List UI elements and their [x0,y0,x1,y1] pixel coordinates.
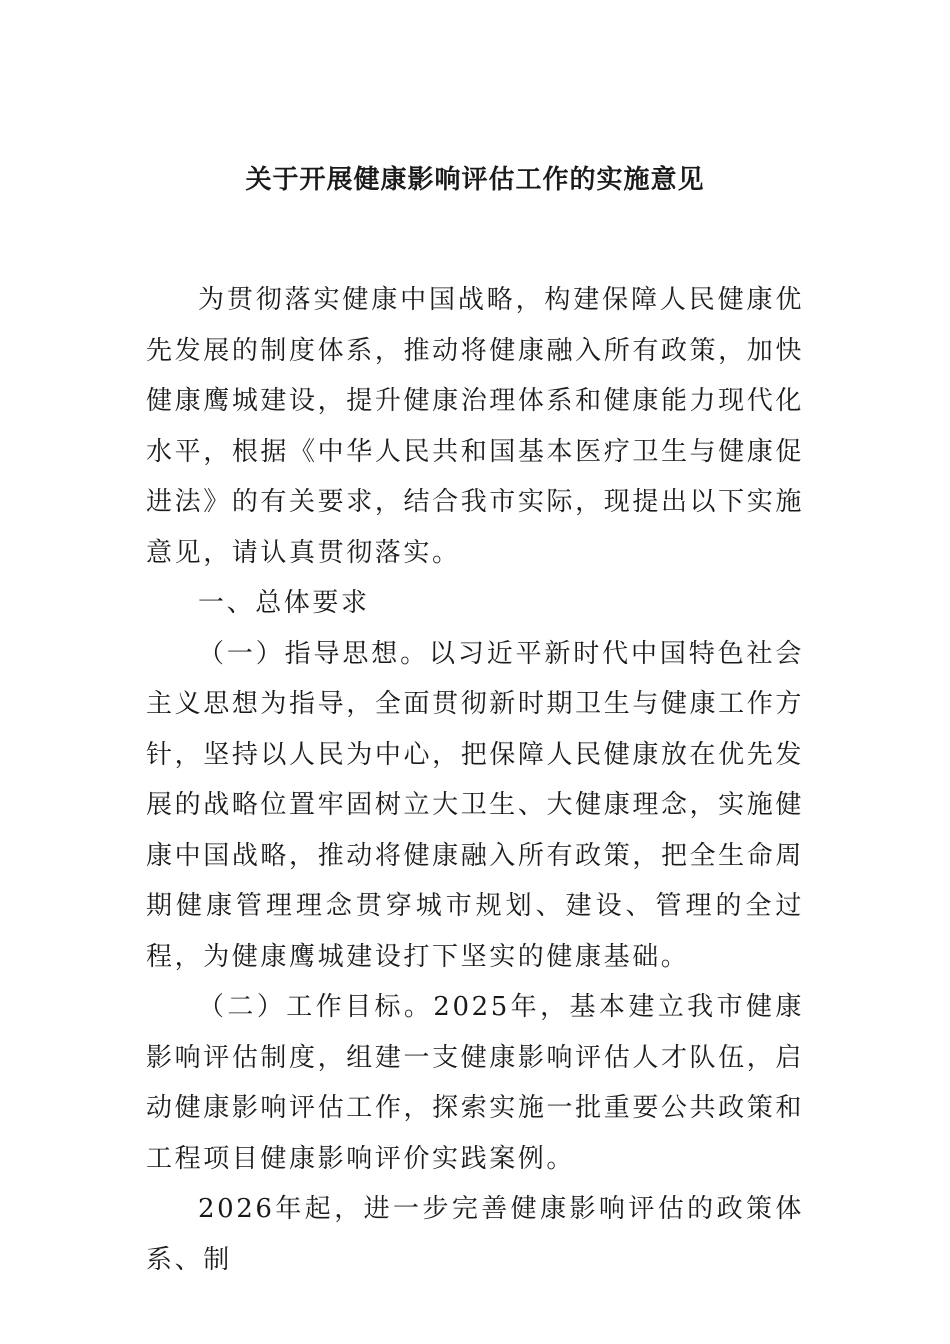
work-goals-paragraph: （二）工作目标。2025年，基本建立我市健康影响评估制度，组建一支健康影响评估人才队伍，启动健康影响评估工作，探索实施一批重要公共政策和工程项目健康影响评价实践案例。 [146,992,804,1174]
intro-paragraph: 为贯彻落实健康中国战略，构建保障人民健康优先发展的制度体系，推动将健康融入所有政策，加快健康鹰城建设，提升健康治理体系和健康能力现代化水平，根据《中华人民共和国基本医疗卫生与健康促进法》的有关要求，结合我市实际，现提出以下实施意见，请认真贯彻落实。 [146,285,804,568]
document-title: 关于开展健康影响评估工作的实施意见 [245,165,705,195]
guiding-ideology-paragraph: （一）指导思想。以习近平新时代中国特色社会主义思想为指导，全面贯彻新时期卫生与健康工作方针，坚持以人民为中心，把保障人民健康放在优先发展的战略位置牢固树立大卫生、大健康理念，实施健康中国战略，推动将健康融入所有政策，把全生命周期健康管理理念贯穿城市规划、建设、管理的全过程，为健康鹰城建设打下坚实的健康基础。 [146,638,804,972]
goals-2026-paragraph: 2026年起，进一步完善健康影响评估的政策体系、制 [146,1194,804,1275]
section-heading-general-requirements: 一、总体要求 [198,588,370,618]
document-body [146,275,804,1285]
